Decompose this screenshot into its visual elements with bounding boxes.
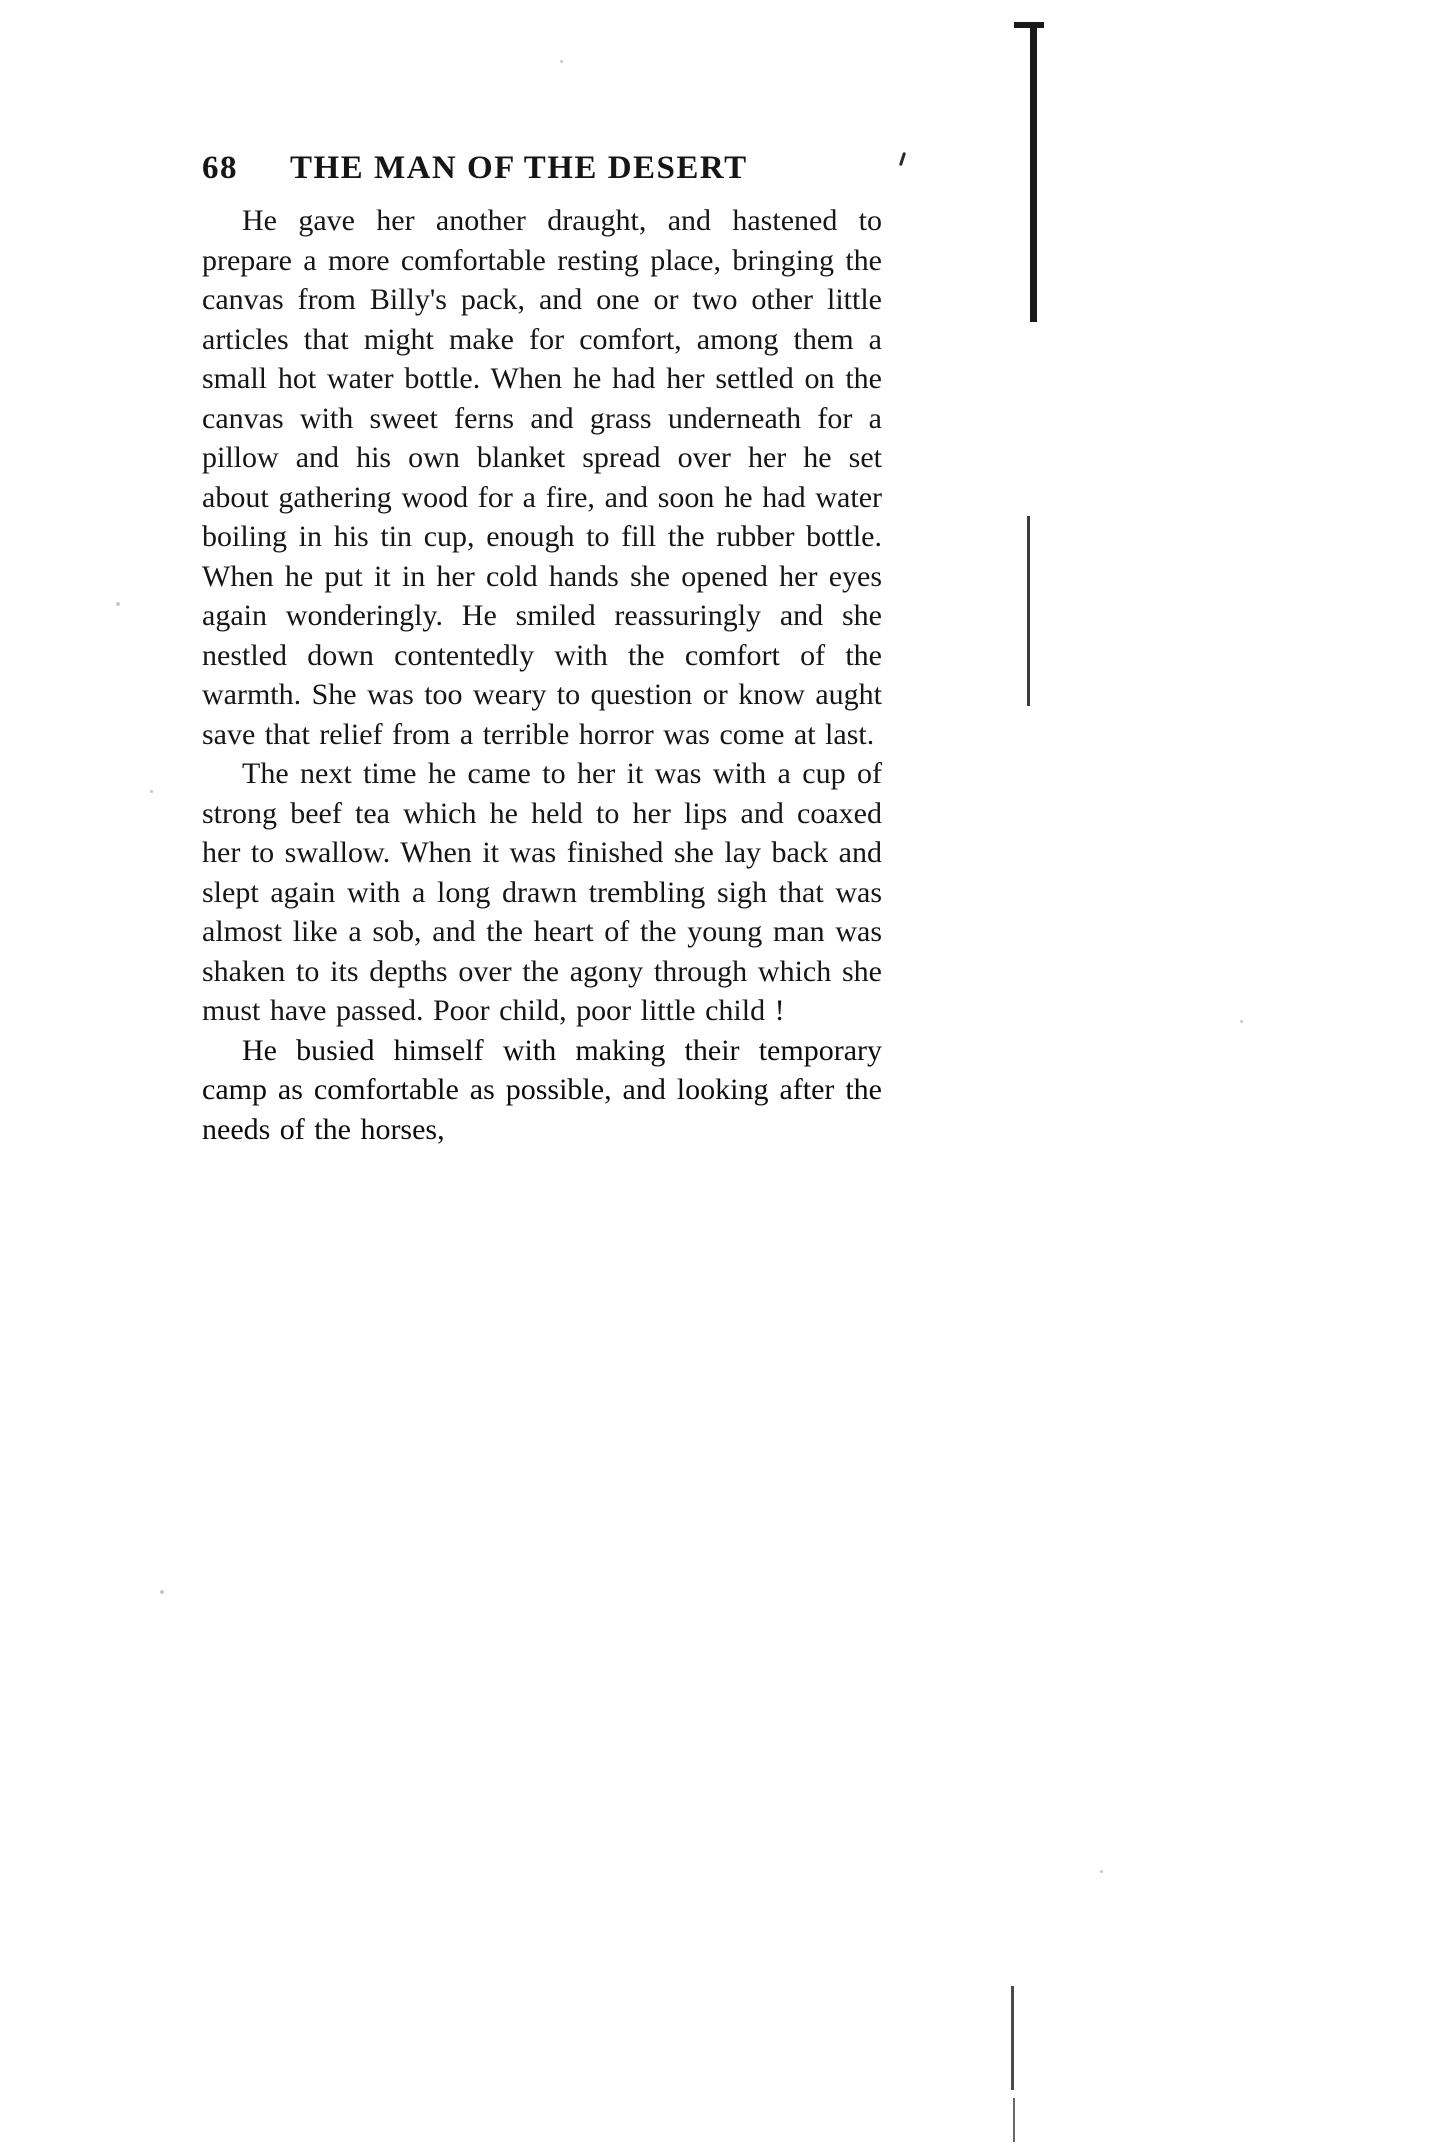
scan-speck [150,790,153,793]
scan-artifact-top-right-line [1030,26,1037,322]
scan-artifact-bottom-right-line [1011,1986,1014,2090]
scan-artifact-bottom-right-tail [1013,2098,1015,2142]
page-number: 68 [202,150,238,186]
scan-speck [1100,1870,1103,1873]
paragraph-1: He gave her another draught, and hastened to prepare a more comfortable resting place, bringing the canvas from Billy's pack, and one or two other little articles that might make for comfort, among them a small hot water bottle. When he had her settled on the canvas with sweet ferns and grass underneath for a pillow and his own blanket spread over her he set about gathering wood for a fire, and soon he had water boiling in his tin cup, enough to fill the rubber bottle. When he put it in her cold hands she opened her eyes again wonderingly. He smiled reassuringly and she nestled down contentedly with the comfort of the warmth. She was too weary to question or know aught save that relief from a terrible horror was come at last. [202,204,882,751]
scan-artifact-top-bar [1014,22,1044,28]
scan-speck [1240,1020,1243,1023]
paragraph-2: The next time he came to her it was with a cup of strong beef tea which he held to her lips and coaxed her to swallow. When it was finished she lay back and slept again with a long drawn trembling sigh that was almost like a sob, and the heart of the young man was shaken to its depths over the agony through which she must have passed. Poor child, poor little child ! [202,757,882,1027]
page-header [202,150,882,187]
scan-artifact-mid-right-line [1027,516,1030,706]
body-text [202,201,882,1149]
scan-speck [560,60,563,63]
page-content [202,150,882,1149]
scan-stray-mark [899,152,906,166]
scan-speck [116,602,120,606]
paragraph-3: He busied himself with making their temporary camp as comfortable as possible, and looking after the needs of the horses, [202,1033,882,1146]
running-header-title: THE MAN OF THE DESERT [290,150,748,186]
scan-speck [160,1590,164,1594]
